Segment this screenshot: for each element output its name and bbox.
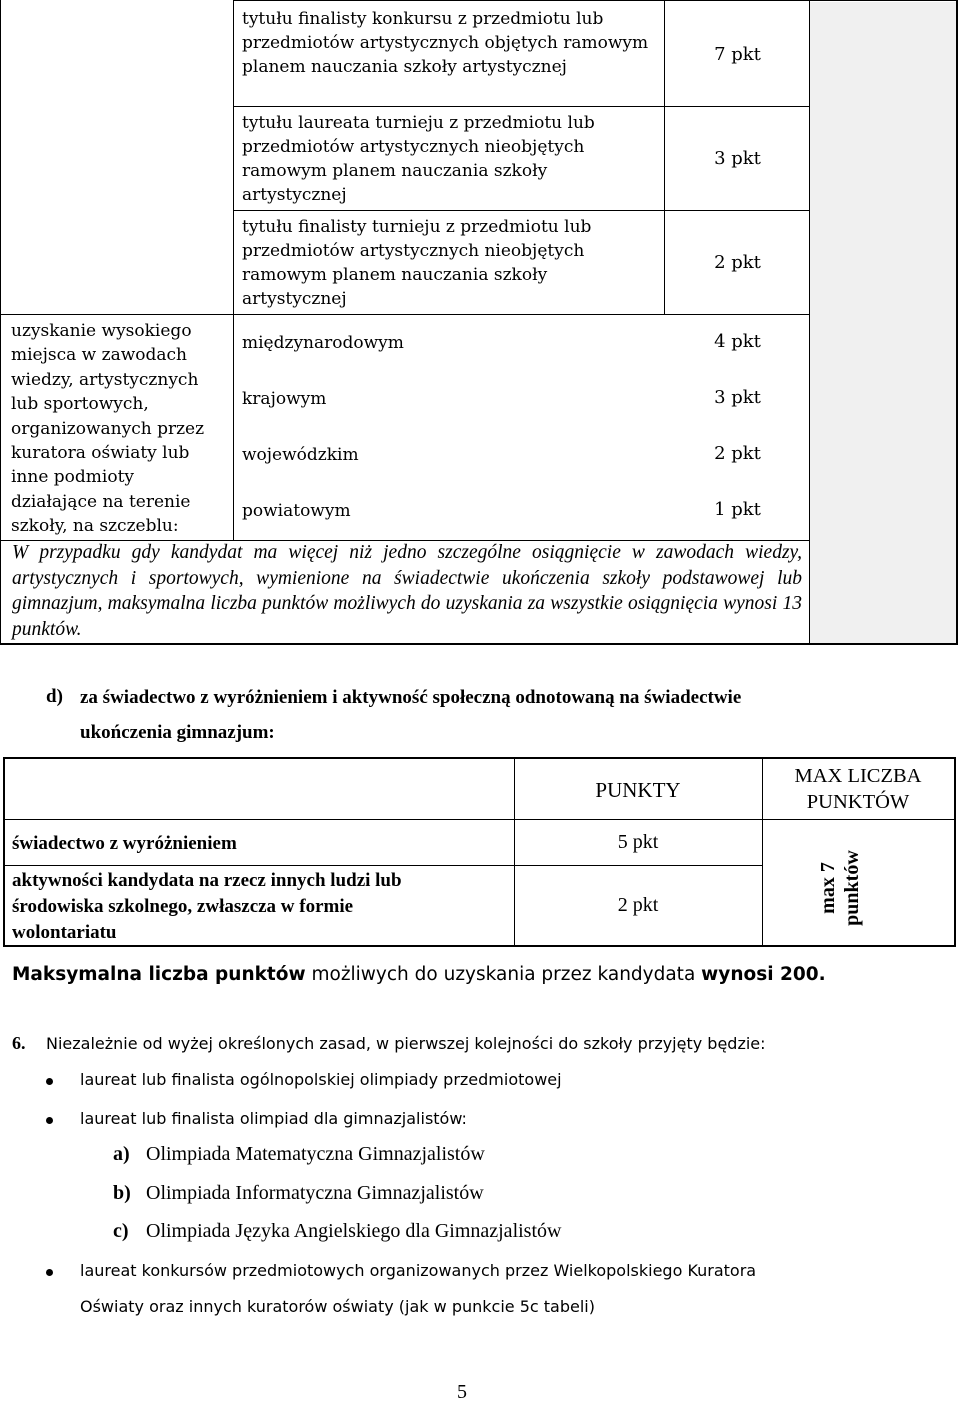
sub-a-text: Olimpiada Matematyczna Gimnazjalistów (146, 1143, 485, 1165)
max-sentence-normal: możliwych do uzyskania przez kandydata (305, 964, 702, 985)
t2-border-h2 (3, 865, 762, 866)
sub-c-text: Olimpiada Języka Angielskiego dla Gimnazjalistów (146, 1220, 562, 1242)
col-max-header-l1: MAX LICZBA (794, 765, 922, 787)
sub-a-letter: a) (113, 1143, 130, 1165)
t2-border-left (3, 757, 5, 947)
row2-label-l2: środowiska szkolnego, zwłaszcza w formie (12, 896, 354, 917)
bullet1-text: laureat lub finalista ogólnopolskiej olimpiady przedmiotowej (80, 1070, 562, 1089)
border-v3 (809, 0, 810, 644)
bullet-dot-3 (46, 1269, 53, 1276)
border-h1 (233, 106, 810, 107)
row-text-7: powiatowym (242, 501, 351, 521)
col-points-header: PUNKTY (595, 778, 681, 802)
row-points-6: 2 pkt (714, 443, 761, 464)
bullet-dot-1 (46, 1078, 53, 1085)
row-text-1: tytułu finalisty konkursu z przedmiotu lub przedmiotów artystycznych objętych ramowym planem nauczania szkoły artystycznej (242, 9, 649, 77)
row-points-5: 3 pkt (714, 387, 761, 408)
sub-c-letter: c) (113, 1220, 129, 1242)
row2-label-l3: wolontariatu (12, 922, 117, 943)
row-points-7: 1 pkt (714, 499, 761, 520)
bullet3-text-l2: Oświaty oraz innych kuratorów oświaty (jak w punkcie 5c tabeli) (80, 1297, 595, 1316)
border-h2 (233, 210, 810, 211)
bullet-dot-2 (46, 1117, 53, 1124)
max-cell (777, 841, 937, 931)
border-v1 (233, 0, 234, 540)
col-max-header-l2: PUNKTÓW (806, 791, 910, 813)
max-l1: max 7 (817, 862, 839, 914)
row-points-4: 4 pkt (714, 331, 761, 352)
border-left (0, 0, 1, 644)
t2-border-top (3, 757, 956, 759)
row1-points: 5 pkt (617, 831, 659, 853)
row-text-3: tytułu finalisty turnieju z przedmiotu lub przedmiotów artystycznych nieobjętych ramowym planem nauczania szkoły artystycznej (242, 217, 592, 309)
section-d-letter: d) (46, 686, 63, 707)
section-d-line1: za świadectwo z wyróżnieniem i aktywność społeczną odnotowaną na świadectwie (80, 687, 742, 708)
t2-border-h1 (3, 819, 956, 820)
t2-border-right (954, 757, 956, 947)
sub-b-text: Olimpiada Informatyczna Gimnazjalistów (146, 1182, 484, 1204)
left-label: uzyskanie wysokiego miejsca w zawodach wiedzy, artystycznych lub sportowych, organizowanych przez kuratora oświaty lub inne podmioty działające na terenie szkoły, na szczeblu: (11, 321, 205, 537)
row1-label: świadectwo z wyróżnieniem (12, 833, 237, 854)
row-points-3: 2 pkt (714, 252, 761, 273)
max-sentence-bold2: wynosi 200. (701, 964, 826, 985)
max-points-note: W przypadku gdy kandydat ma więcej niż jedno szczególne osiągnięcie w zawodach wiedzy, artystycznych i sportowych, wymienione na świadectwie ukończenia szkoły podstawowej lub gimnazjum, maksymalna liczba punktów możliwych do uzyskania za wszystkie osiągnięcia wynosi 13 punktów. (12, 542, 802, 640)
row-text-6: wojewódzkim (242, 445, 359, 465)
border-right (956, 0, 958, 644)
row-text-2: tytułu laureata turnieju z przedmiotu lub przedmiotów artystycznych nieobjętych ramowym planem nauczania szkoły artystycznej (242, 113, 595, 205)
border-h3 (0, 314, 810, 315)
border-bottom (0, 643, 958, 645)
row2-label-l1: aktywności kandydata na rzecz innych ludzi lub (12, 870, 402, 891)
section6-number: 6. (12, 1033, 26, 1053)
section-d-line2: ukończenia gimnazjum: (80, 722, 275, 743)
max-l2: punktów (841, 850, 863, 926)
bullet2-text: laureat lub finalista olimpiad dla gimnazjalistów: (80, 1109, 467, 1128)
sub-b-letter: b) (113, 1182, 131, 1204)
max-sentence-bold1: Maksymalna liczba punktów (12, 964, 306, 985)
bullet3-text-l1: laureat konkursów przedmiotowych organizowanych przez Wielkopolskiego Kuratora (80, 1261, 757, 1280)
grey-column (810, 2, 957, 643)
row-text-5: krajowym (242, 389, 327, 409)
row-points-2: 3 pkt (714, 148, 761, 169)
row-points-1: 7 pkt (714, 44, 761, 65)
t2-border-bottom (3, 945, 956, 947)
max-sentence (12, 964, 826, 985)
border-top (233, 0, 958, 1)
page-number: 5 (457, 1381, 467, 1403)
row2-points: 2 pkt (617, 894, 659, 916)
row-text-4: międzynarodowym (242, 333, 404, 353)
section6-intro: Niezależnie od wyżej określonych zasad, w pierwszej kolejności do szkoły przyjęty będzie: (46, 1034, 766, 1053)
